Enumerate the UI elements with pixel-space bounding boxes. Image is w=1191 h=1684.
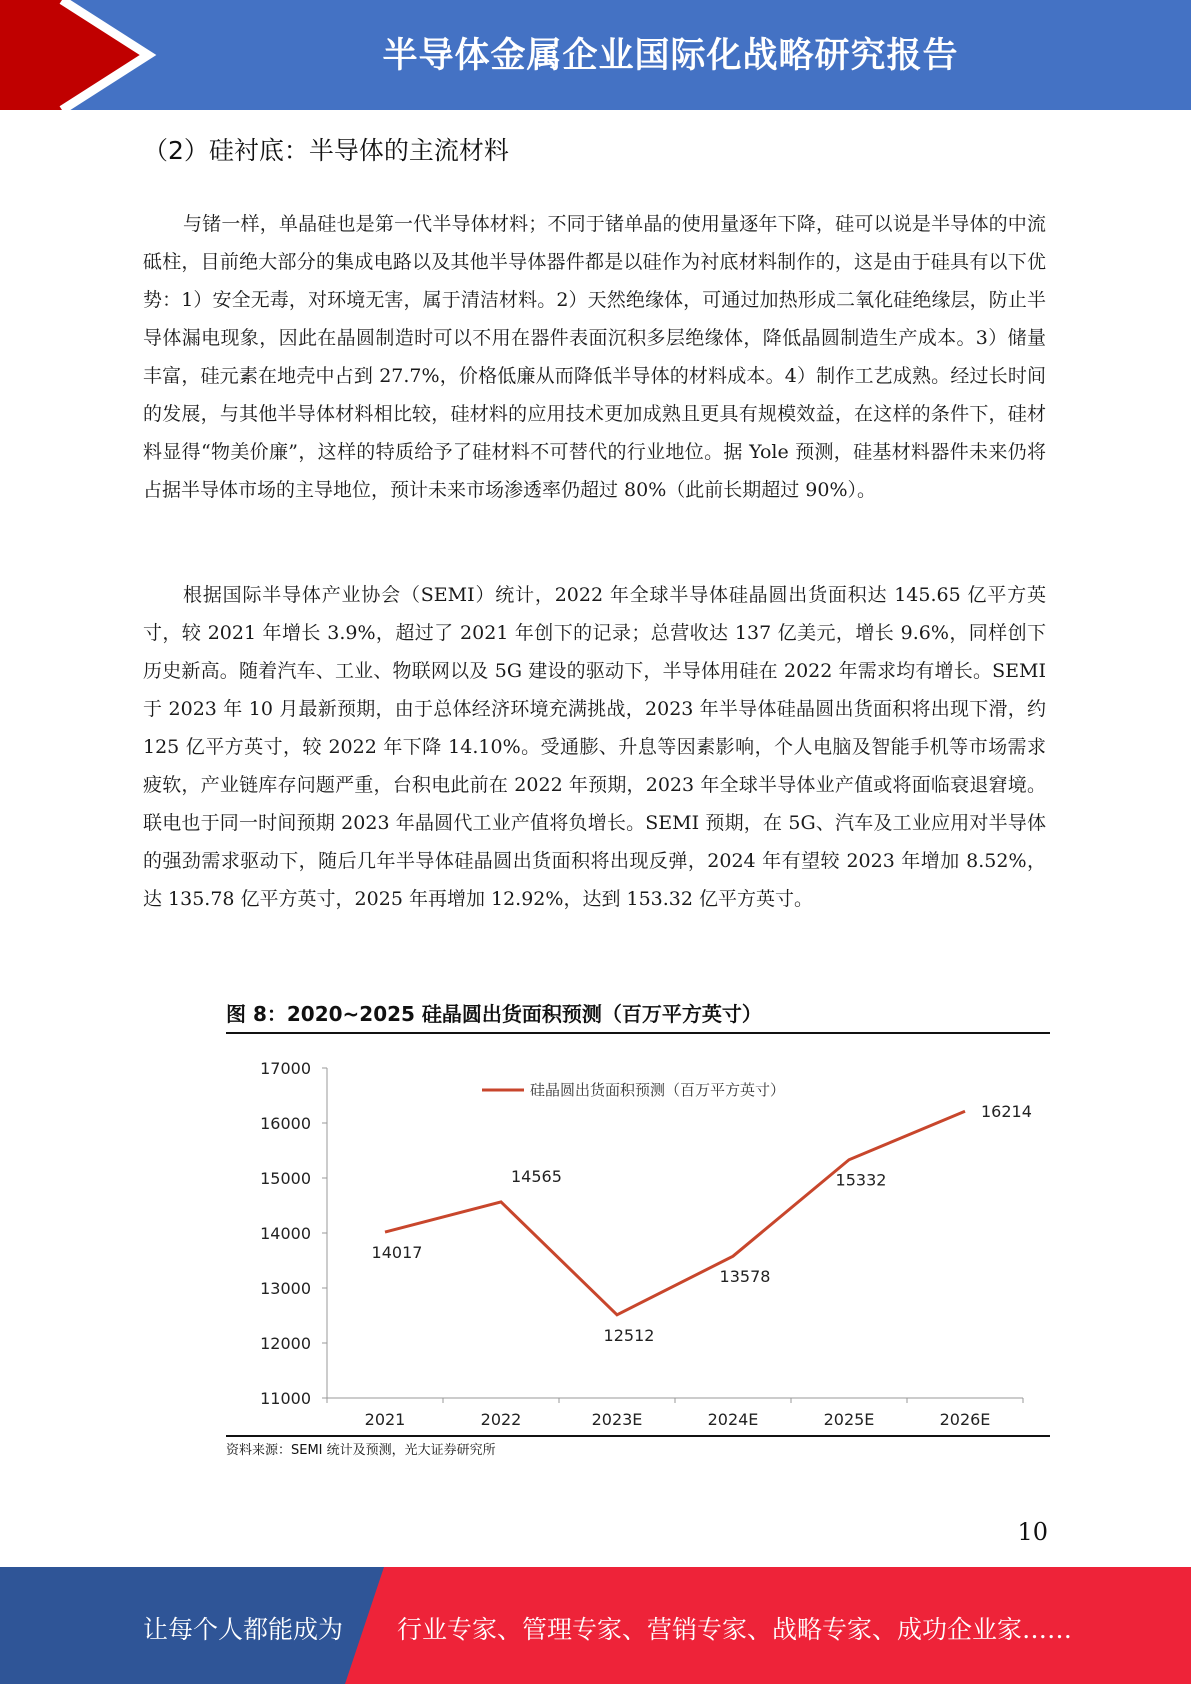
figure-bottom-rule: [226, 1435, 1050, 1437]
y-axis: [260, 1059, 327, 1408]
figure-title: 图 8：2020~2025 硅晶圆出货面积预测（百万平方英寸）: [226, 1002, 762, 1026]
data-label: 12512: [603, 1325, 655, 1345]
chart-legend: [482, 1081, 785, 1099]
section-heading: （2）硅衬底：半导体的主流材料: [143, 136, 509, 165]
footer-slogan-right: 行业专家、管理专家、营销专家、战略专家、成功企业家……: [397, 1615, 1073, 1644]
y-tick-label: 17000: [260, 1059, 311, 1078]
page-header: [0, 0, 1191, 110]
line-chart: [226, 1040, 1050, 1435]
body-paragraph-2: 根据国际半导体产业协会（SEMI）统计，2022 年全球半导体硅晶圆出货面积达 145.65 亿平方英寸，较 2021 年增长 3.9%，超过了 2021 年创下的记录；总营收达 137 亿美元，增长 9.6%，同样创下历史新高。随着汽车、工业、物联网以及 5G 建设的驱动下，半导体用硅在 2022 年需求均有增长。SEMI 于 2023 年 10 月最新预期，由于总体经济环境充满挑战，2023 年半导体硅晶圆出货面积将出现下滑，约 125 亿平方英寸，较 2022 年下降 14.10%。受通膨、升息等因素影响，个人电脑及智能手机等市场需求疲软，产业链库存问题严重，台积电此前在 2022 年预期，2023 年全球半导体业产值或将面临衰退窘境。联电也于同一时间预期 2023 年晶圆代工业产值将负增长。SEMI 预期，在 5G、汽车及工业应用对半导体的强劲需求驱动下，随后几年半导体硅晶圆出货面积将出现反弹，2024 年有望较 2023 年增加 8.52%，达 135.78 亿平方英寸，2025 年再增加 12.92%，达到 153.32 亿平方英寸。: [143, 584, 1046, 910]
chart-series: [372, 1102, 1032, 1345]
figure-top-rule: [226, 1032, 1050, 1034]
series-line: [385, 1111, 965, 1315]
legend-label: 硅晶圆出货面积预测（百万平方英寸）: [530, 1081, 786, 1099]
x-tick-label: 2023E: [591, 1410, 643, 1429]
x-tick-label: 2021: [364, 1410, 406, 1429]
data-label: 14565: [511, 1166, 562, 1186]
header-title: 半导体金属企业国际化战略研究报告: [382, 36, 959, 76]
x-axis: [327, 1398, 1023, 1429]
y-tick-label: 11000: [260, 1389, 311, 1408]
x-tick-label: 2024E: [707, 1410, 759, 1429]
data-label: 13578: [719, 1267, 771, 1287]
y-tick-label: 12000: [260, 1334, 311, 1353]
y-tick-label: 14000: [260, 1224, 311, 1243]
page-number: 10: [1017, 1518, 1048, 1546]
x-tick-label: 2026E: [939, 1410, 991, 1429]
page-footer: [0, 1567, 1191, 1684]
body-paragraph-1: 与锗一样，单晶硅也是第一代半导体材料；不同于锗单晶的使用量逐年下降，硅可以说是半导体的中流砥柱，目前绝大部分的集成电路以及其他半导体器件都是以硅作为衬底材料制作的，这是由于硅具有以下优势：1）安全无毒，对环境无害，属于清洁材料。2）天然绝缘体，可通过加热形成二氧化硅绝缘层，防止半导体漏电现象，因此在晶圆制造时可以不用在器件表面沉积多层绝缘体，降低晶圆制造生产成本。3）储量丰富，硅元素在地壳中占到 27.7%，价格低廉从而降低半导体的材料成本。4）制作工艺成熟。经过长时间的发展，与其他半导体材料相比较，硅材料的应用技术更加成熟且更具有规模效益，在这样的条件下，硅材料显得“物美价廉”，这样的特质给予了硅材料不可替代的行业地位。据 Yole 预测，硅基材料器件未来仍将占据半导体市场的主导地位，预计未来市场渗透率仍超过 80%（此前长期超过 90%）。: [143, 213, 1046, 501]
y-tick-label: 15000: [260, 1169, 311, 1188]
y-tick-label: 13000: [260, 1279, 311, 1298]
data-label: 14017: [371, 1243, 423, 1263]
footer-slogan-left: 让每个人都能成为: [143, 1615, 344, 1644]
x-tick-label: 2022: [480, 1410, 522, 1429]
x-tick-label: 2025E: [823, 1410, 875, 1429]
data-label: 15332: [835, 1170, 887, 1190]
y-tick-label: 16000: [260, 1114, 311, 1133]
figure-source: 资料来源：SEMI 统计及预测，光大证券研究所: [226, 1443, 496, 1458]
data-label: 16214: [981, 1102, 1032, 1122]
